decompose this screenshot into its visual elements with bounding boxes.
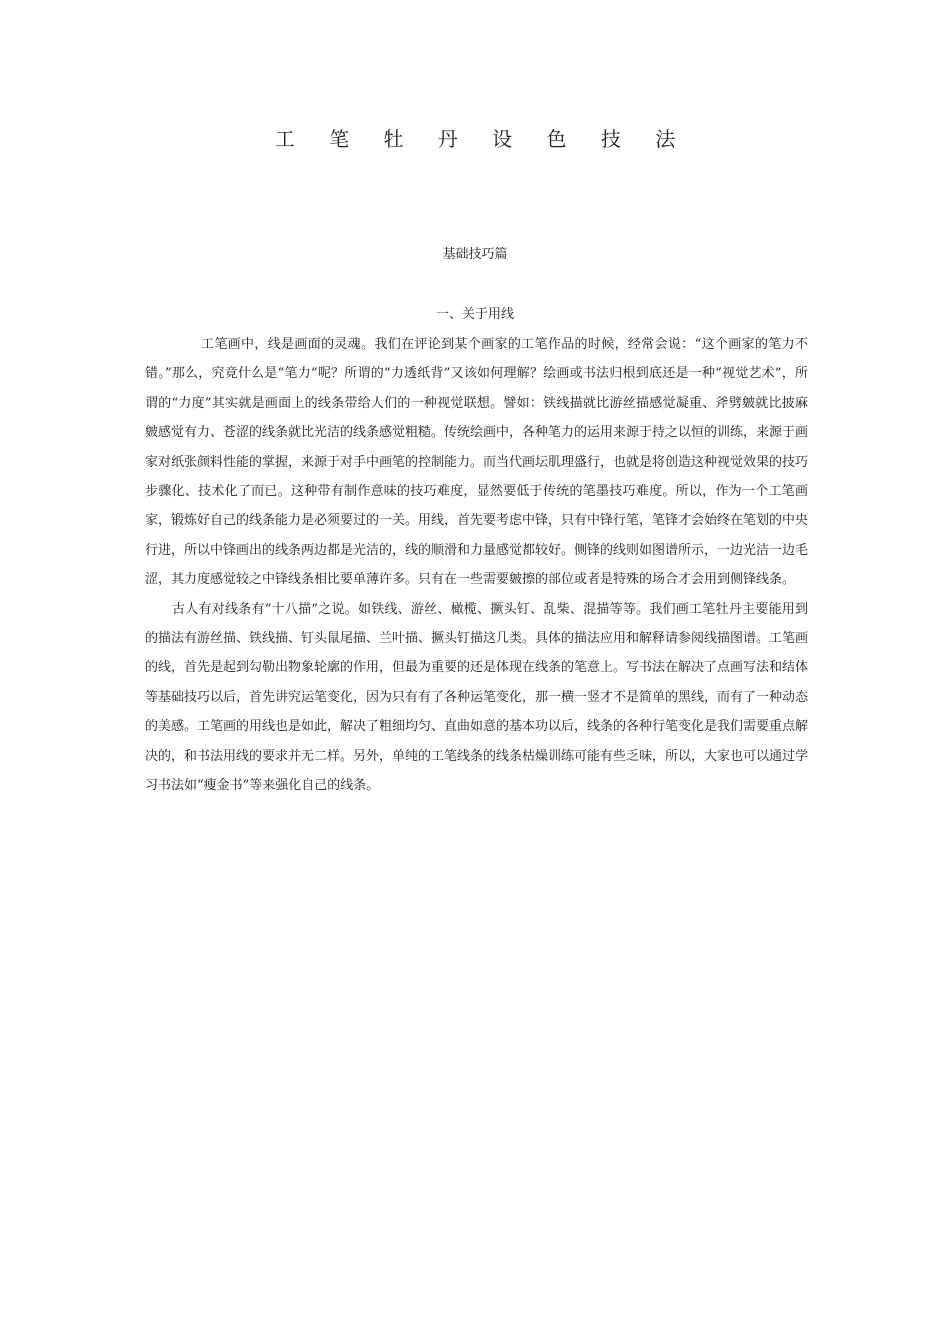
body-text [145,330,808,801]
paragraph: 古人有对线条有“十八描”之说。如铁线、游丝、橄榄、撅头钉、乱柴、混描等等。我们画工笔牡丹主要能用到的描法有游丝描、铁线描、钉头鼠尾描、兰叶描、撅头钉描这几类。具体的描法应用和解释请参阅线描图谱。工笔画的线，首先是起到勾勒出物象轮廓的作用，但最为重要的还是体现在线条的笔意上。写书法在解决了点画写法和结体等基础技巧以后，首先讲究运笔变化，因为只有有了各种运笔变化，那一横一竖才不是简单的黑线，而有了一种动态的美感。工笔画的用线也是如此，解决了粗细均匀、直曲如意的基本功以后，线条的各种行笔变化是我们需要重点解决的，和书法用线的要求并无二样。另外，单纯的工笔线条的线条枯燥训练可能有些乏味，所以，大家也可以通过学习书法如“瘦金书”等来强化自己的线条。 [145,601,809,794]
section-heading: 基础技巧篇 [442,247,508,262]
paragraph: 工笔画中，线是画面的灵魂。我们在评论到某个画家的工笔作品的时候，经常会说：“这个画家的笔力不错。”那么，究竟什么是“笔力”呢？所谓的“力透纸背”又该如何理解？绘画或书法归根到底还是一种“视觉艺术”，所谓的“力度”其实就是画面上的线条带给人们的一种视觉联想。譬如：铁线描就比游丝描感觉凝重、斧劈皴就比披麻皴感觉有力、苍涩的线条就比光洁的线条感觉粗糙。传统绘画中，各种笔力的运用来源于持之以恒的训练，来源于画家对纸张颜料性能的掌握，来源于对手中画笔的控制能力。而当代画坛肌理盛行，也就是将创造这种视觉效果的技巧步骤化、技术化了而已。这种带有制作意味的技巧难度，显然要低于传统的笔墨技巧难度。所以，作为一个工笔画家，锻炼好自己的线条能力是必须要过的一关。用线，首先要考虑中锋，只有中锋行笔，笔锋才会始终在笔划的中央行进，所以中锋画出的线条两边都是光洁的，线的顺滑和力量感觉都较好。侧锋的线则如图谱所示，一边光洁一边毛涩，其力度感觉较之中锋线条相比要单薄许多。只有在一些需要皴擦的部位或者是特殊的场合才会用到侧锋线条。 [145,337,809,588]
subsection-heading: 一、关于用线 [435,307,514,322]
document-title: 工 笔 牡 丹 设 色 技 法 [274,127,690,151]
